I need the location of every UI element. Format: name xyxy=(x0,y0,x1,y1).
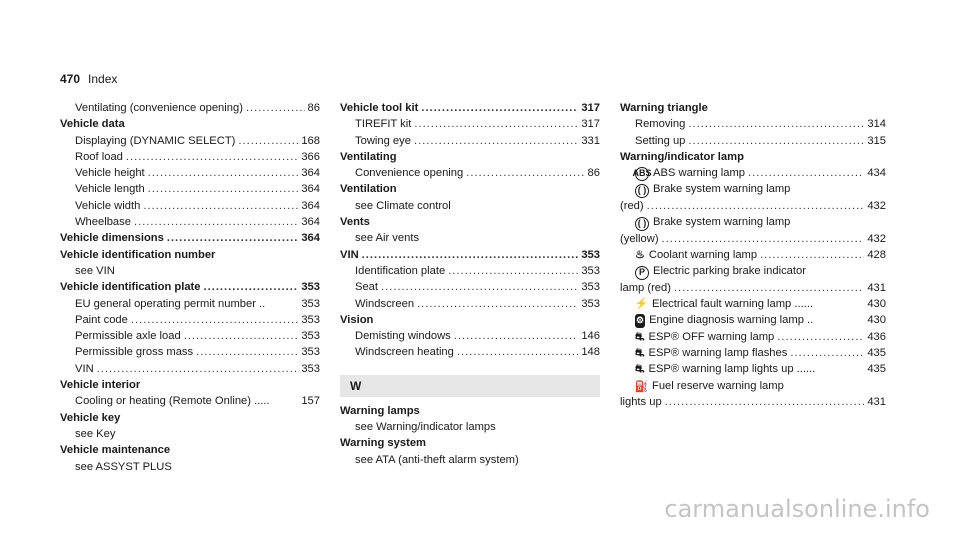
entry-text: see ASSYST PLUS xyxy=(75,460,172,473)
entry-text: Brake system warning lamp xyxy=(653,183,791,196)
leader-dots xyxy=(414,133,578,149)
index-entry xyxy=(340,263,600,279)
entry-text: see VIN xyxy=(75,264,115,277)
section-title: Index xyxy=(88,72,118,86)
leader-dots xyxy=(454,328,579,344)
page-ref: 353 xyxy=(301,297,320,310)
page-ref: 353 xyxy=(581,297,600,310)
page-ref: 353 xyxy=(301,281,320,294)
index-entry xyxy=(340,279,600,295)
index-entry xyxy=(620,116,886,132)
entry-text: Removing xyxy=(635,118,686,131)
page-ref: 430 xyxy=(867,298,886,311)
entry-text: Cooling or heating (Remote Online) ..... xyxy=(75,395,270,408)
page-ref: 353 xyxy=(301,330,320,343)
index-entry xyxy=(620,312,886,328)
entry-text: Towing eye xyxy=(355,134,411,147)
page-ref: 157 xyxy=(301,395,320,408)
entry-text: Displaying (DYNAMIC SELECT) xyxy=(75,134,236,147)
page-ref: 353 xyxy=(301,313,320,326)
leader-dots xyxy=(457,344,578,360)
leader-dots xyxy=(674,280,864,296)
leader-dots xyxy=(417,296,578,312)
warning-lamp-icon: ⛐ xyxy=(635,347,645,360)
index-heading xyxy=(340,214,600,230)
index-heading xyxy=(60,442,320,458)
index-heading xyxy=(620,149,886,165)
entry-text: Warning lamps xyxy=(340,404,420,417)
warning-lamp-icon: P xyxy=(635,266,649,280)
leader-dots xyxy=(134,214,298,230)
leader-dots xyxy=(688,116,864,132)
leader-dots xyxy=(748,165,864,181)
index-entry xyxy=(340,328,600,344)
index-entry xyxy=(60,328,320,344)
page-ref: 434 xyxy=(867,167,886,180)
index-entry xyxy=(340,165,600,181)
index-entry xyxy=(60,100,320,116)
index-entry xyxy=(620,345,886,361)
entry-text: Fuel reserve warning lamp xyxy=(652,379,784,392)
leader-dots xyxy=(148,165,299,181)
index-entry xyxy=(340,116,600,132)
entry-text: Electrical fault warning lamp ...... xyxy=(652,298,814,311)
index-heading xyxy=(60,377,320,393)
page-ref: 353 xyxy=(581,264,600,277)
index-heading xyxy=(60,116,320,132)
entry-text: Engine diagnosis warning lamp .. xyxy=(649,314,814,327)
index-heading xyxy=(340,312,600,328)
entry-text: Vehicle key xyxy=(60,411,121,424)
warning-lamp-icon: ⚡ xyxy=(634,298,649,311)
entry-text: Vehicle interior xyxy=(60,379,141,392)
leader-dots xyxy=(126,149,298,165)
index-entry xyxy=(60,165,320,181)
entry-text: see ATA (anti-theft alarm system) xyxy=(355,453,519,466)
entry-text: ESP® warning lamp flashes xyxy=(648,347,788,360)
entry-text: Vehicle dimensions xyxy=(60,232,164,245)
entry-text: Vision xyxy=(340,313,374,326)
index-heading xyxy=(620,100,886,116)
page-ref: 430 xyxy=(867,314,886,327)
index-heading xyxy=(340,435,600,451)
entry-text: Ventilation xyxy=(340,183,397,196)
entry-text: Vehicle maintenance xyxy=(60,444,171,457)
watermark: carmanualsonline.info xyxy=(664,495,930,523)
index-entry xyxy=(340,419,600,435)
warning-lamp-icon: ⛐ xyxy=(635,363,645,376)
entry-text: Electric parking brake indicator xyxy=(653,265,806,278)
entry-text: Brake system warning lamp xyxy=(653,216,791,229)
entry-text: Vents xyxy=(340,216,370,229)
page-ref: 366 xyxy=(301,150,320,163)
index-entry xyxy=(620,361,886,377)
warning-lamp-icon: ♨ xyxy=(635,249,645,262)
warning-lamp-icon: ⚙ xyxy=(635,314,645,328)
leader-dots xyxy=(790,345,864,361)
index-entry xyxy=(620,329,886,345)
warning-lamp-icon: ⛐ xyxy=(635,330,645,343)
page-ref: 353 xyxy=(581,281,600,294)
entry-text: VIN xyxy=(340,248,359,261)
leader-dots xyxy=(662,231,865,247)
entry-text: VIN xyxy=(75,362,94,375)
leader-dots xyxy=(647,198,865,214)
index-heading xyxy=(60,230,320,246)
leader-dots xyxy=(204,279,299,295)
page-ref: 86 xyxy=(307,102,320,114)
entry-text: (yellow) xyxy=(620,232,659,245)
entry-text: EU general operating permit number .. xyxy=(75,297,266,310)
leader-dots xyxy=(143,198,298,214)
leader-dots xyxy=(196,344,298,360)
entry-text: TIREFIT kit xyxy=(355,118,412,131)
page-ref: 431 xyxy=(867,281,886,294)
page-ref: 148 xyxy=(581,346,600,359)
leader-dots xyxy=(167,230,298,246)
entry-text: Coolant warning lamp xyxy=(648,249,758,262)
index-entry xyxy=(340,344,600,360)
entry-text: Vehicle identification number xyxy=(60,248,216,261)
warning-lamp-icon: ( ) xyxy=(635,217,649,231)
page-ref: 353 xyxy=(581,248,600,261)
page-header xyxy=(60,72,117,86)
entry-text: Warning/indicator lamp xyxy=(620,150,744,163)
entry-text: ABS warning lamp xyxy=(653,167,746,180)
page-ref: 428 xyxy=(867,249,886,262)
index-heading xyxy=(60,279,320,295)
index-column-1 xyxy=(60,100,320,475)
entry-text: lamp (red) xyxy=(620,281,671,294)
page-ref: 146 xyxy=(581,330,600,343)
page-ref: 364 xyxy=(301,183,320,196)
index-entry xyxy=(620,214,886,231)
page-ref: 432 xyxy=(867,199,886,212)
entry-text: Warning triangle xyxy=(620,102,708,114)
leader-dots xyxy=(448,263,578,279)
index-entry xyxy=(60,263,320,279)
index-entry xyxy=(620,296,886,312)
leader-dots xyxy=(362,247,579,263)
index-column-2-upper xyxy=(340,100,600,361)
entry-text: Ventilating xyxy=(340,150,397,163)
page-ref: 364 xyxy=(301,199,320,212)
entry-text: Windscreen heating xyxy=(355,346,454,359)
page-ref: 364 xyxy=(301,167,320,180)
index-entry xyxy=(60,181,320,197)
index-entry xyxy=(340,198,600,214)
leader-dots xyxy=(184,328,299,344)
index-heading xyxy=(60,247,320,263)
index-entry xyxy=(340,230,600,246)
leader-dots xyxy=(414,116,578,132)
index-heading xyxy=(340,181,600,197)
index-entry xyxy=(60,344,320,360)
entry-text: Identification plate xyxy=(355,264,446,277)
entry-text: ESP® OFF warning lamp xyxy=(648,330,775,343)
page-ref: 364 xyxy=(301,216,320,229)
leader-dots xyxy=(238,133,298,149)
entry-text: see Warning/indicator lamps xyxy=(355,421,496,434)
page-ref: 168 xyxy=(301,134,320,147)
index-heading xyxy=(340,403,600,419)
page-ref: 317 xyxy=(581,102,600,114)
page-ref: 317 xyxy=(581,118,600,131)
entry-text: see Climate control xyxy=(355,199,451,212)
index-heading xyxy=(340,100,600,116)
page-ref: 435 xyxy=(867,347,886,360)
index-entry xyxy=(60,296,320,312)
index-column-2-lower xyxy=(340,403,600,468)
entry-text: Demisting windows xyxy=(355,330,451,343)
entry-text: (red) xyxy=(620,199,644,212)
index-entry xyxy=(620,198,886,214)
page-ref: 436 xyxy=(867,330,886,343)
index-entry xyxy=(60,149,320,165)
index-entry xyxy=(60,312,320,328)
leader-dots xyxy=(760,247,864,263)
index-column-3 xyxy=(620,100,886,410)
entry-text: see Key xyxy=(75,427,116,440)
page-ref: 353 xyxy=(301,362,320,375)
leader-dots xyxy=(466,165,584,181)
index-entry xyxy=(620,247,886,263)
page-ref: 432 xyxy=(867,232,886,245)
warning-lamp-icon: ABS xyxy=(635,167,649,181)
index-column-2 xyxy=(340,100,600,468)
leader-dots xyxy=(381,279,578,295)
leader-dots xyxy=(246,100,305,116)
index-heading xyxy=(60,410,320,426)
entry-text: Roof load xyxy=(75,150,123,163)
entry-text: Vehicle identification plate xyxy=(60,281,201,294)
entry-text: Seat xyxy=(355,281,379,294)
entry-text: Vehicle data xyxy=(60,118,125,131)
index-entry xyxy=(620,231,886,247)
index-entry xyxy=(60,393,320,409)
entry-text: Vehicle height xyxy=(75,167,145,180)
index-entry xyxy=(60,133,320,149)
entry-text: Warning system xyxy=(340,437,426,450)
leader-dots xyxy=(97,361,299,377)
page-ref: 86 xyxy=(587,167,600,180)
page-ref: 431 xyxy=(867,395,886,408)
entry-text: Windscreen xyxy=(355,297,415,310)
leader-dots xyxy=(421,100,578,116)
index-entry xyxy=(620,394,886,410)
letter-heading: W xyxy=(350,378,362,393)
leader-dots xyxy=(665,394,865,410)
leader-dots xyxy=(777,329,864,345)
page-ref: 353 xyxy=(301,346,320,359)
entry-text: Vehicle length xyxy=(75,183,145,196)
index-entry xyxy=(340,452,600,468)
index-entry xyxy=(340,296,600,312)
index-entry xyxy=(60,426,320,442)
entry-text: Vehicle tool kit xyxy=(340,102,419,114)
index-entry xyxy=(620,378,886,394)
index-entry xyxy=(620,181,886,198)
index-entry xyxy=(620,263,886,280)
entry-text: Wheelbase xyxy=(75,216,131,229)
index-heading xyxy=(340,149,600,165)
index-entry xyxy=(60,198,320,214)
entry-text: lights up xyxy=(620,395,662,408)
page-ref: 314 xyxy=(867,118,886,131)
warning-lamp-icon: ⛽ xyxy=(634,380,649,393)
entry-text: Permissible gross mass xyxy=(75,346,194,359)
entry-text: Vehicle width xyxy=(75,199,141,212)
page-ref: 315 xyxy=(867,134,886,147)
page-ref: 435 xyxy=(867,363,886,376)
index-entry xyxy=(60,459,320,475)
leader-dots xyxy=(131,312,298,328)
index-entry xyxy=(60,361,320,377)
warning-lamp-icon: ( ) xyxy=(635,184,649,198)
entry-text: Setting up xyxy=(635,134,686,147)
index-entry xyxy=(620,165,886,181)
index-entry xyxy=(60,214,320,230)
index-entry xyxy=(340,133,600,149)
entry-text: Permissible axle load xyxy=(75,330,181,343)
page-ref: 331 xyxy=(581,134,600,147)
entry-text: see Air vents xyxy=(355,232,420,245)
entry-text: Ventilating (convenience opening) xyxy=(75,102,243,114)
index-entry xyxy=(620,280,886,296)
leader-dots xyxy=(148,181,299,197)
entry-text: Paint code xyxy=(75,313,128,326)
letter-divider xyxy=(340,375,600,397)
entry-text: Convenience opening xyxy=(355,167,464,180)
entry-text: ESP® warning lamp lights up ...... xyxy=(648,363,816,376)
leader-dots xyxy=(688,133,864,149)
page-number: 470 xyxy=(60,72,81,86)
page-ref: 364 xyxy=(301,232,320,245)
index-entry xyxy=(620,133,886,149)
index-heading xyxy=(340,247,600,263)
